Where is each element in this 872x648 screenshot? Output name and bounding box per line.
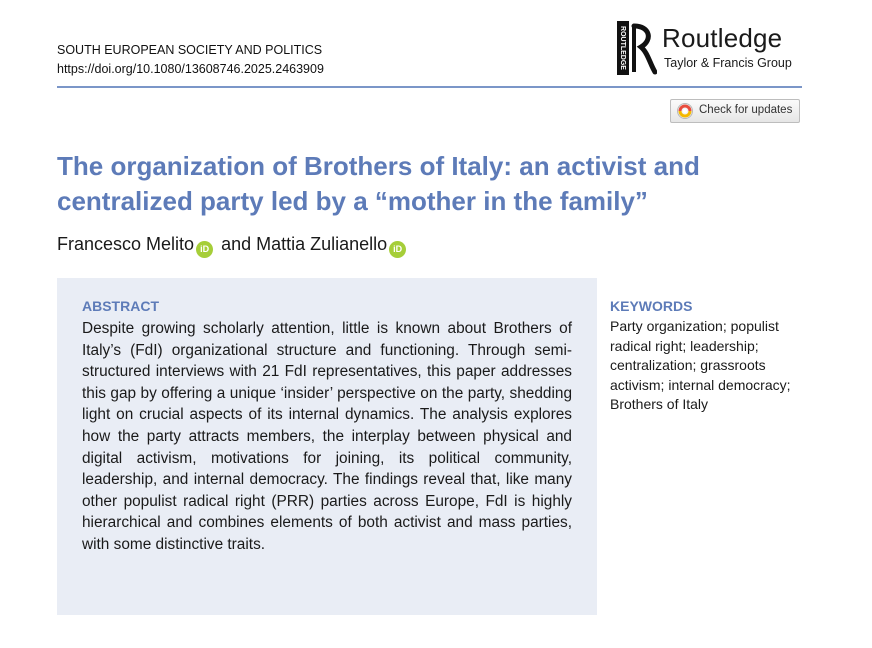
routledge-logo-icon (617, 20, 657, 76)
author-list (57, 232, 409, 258)
journal-header (57, 41, 324, 79)
article-title: The organization of Brothers of Italy: an activist and centralized party led by a “mother in the family” (57, 151, 700, 216)
orcid-icon[interactable]: iD (196, 241, 213, 258)
abstract-text: Despite growing scholarly attention, little is known about Brothers of Italy’s (FdI) organizational structure and functioning. Through semi-structured interviews with 21 FdI representatives, this paper addresses this gap by offering a unique ‘insider’ perspective on the party, shedding light on crucial aspects of its internal dynamics. The analysis explores how the party attracts members, the interplay between physical and digital activism, motivations for joining, its political community, leadership, and internal democracy. The findings reveal that, like many other populist radical right (PRR) parties across Europe, FdI is highly hierarchical and combines elements of both activist and mass parties, with some distinctive traits. (82, 320, 572, 553)
header-divider (57, 86, 802, 88)
journal-name: SOUTH EUROPEAN SOCIETY AND POLITICS (57, 43, 323, 57)
check-for-updates-button[interactable] (670, 99, 800, 123)
publisher-group: Taylor & Francis Group (664, 56, 792, 70)
orcid-icon[interactable]: iD (389, 241, 406, 258)
keywords-heading: KEYWORDS (610, 298, 693, 314)
publisher-vertical-label: ROUTLEDGE (619, 26, 627, 70)
author-separator: and (216, 234, 257, 254)
check-updates-label: Check for updates (699, 104, 793, 116)
abstract-heading: ABSTRACT (82, 298, 159, 314)
check-updates-icon (677, 103, 693, 119)
publisher-logo (617, 20, 817, 76)
keywords-text: Party organization; populist radical right; leadership; centralization; grassroots activism; internal democracy; Brothers of Italy (610, 318, 791, 412)
author-name[interactable]: Mattia Zulianello (256, 234, 388, 254)
author-name[interactable]: Francesco Melito (57, 234, 195, 254)
publisher-name: Routledge (662, 23, 783, 53)
doi-link[interactable]: https://doi.org/10.1080/13608746.2025.2463909 (57, 62, 324, 76)
